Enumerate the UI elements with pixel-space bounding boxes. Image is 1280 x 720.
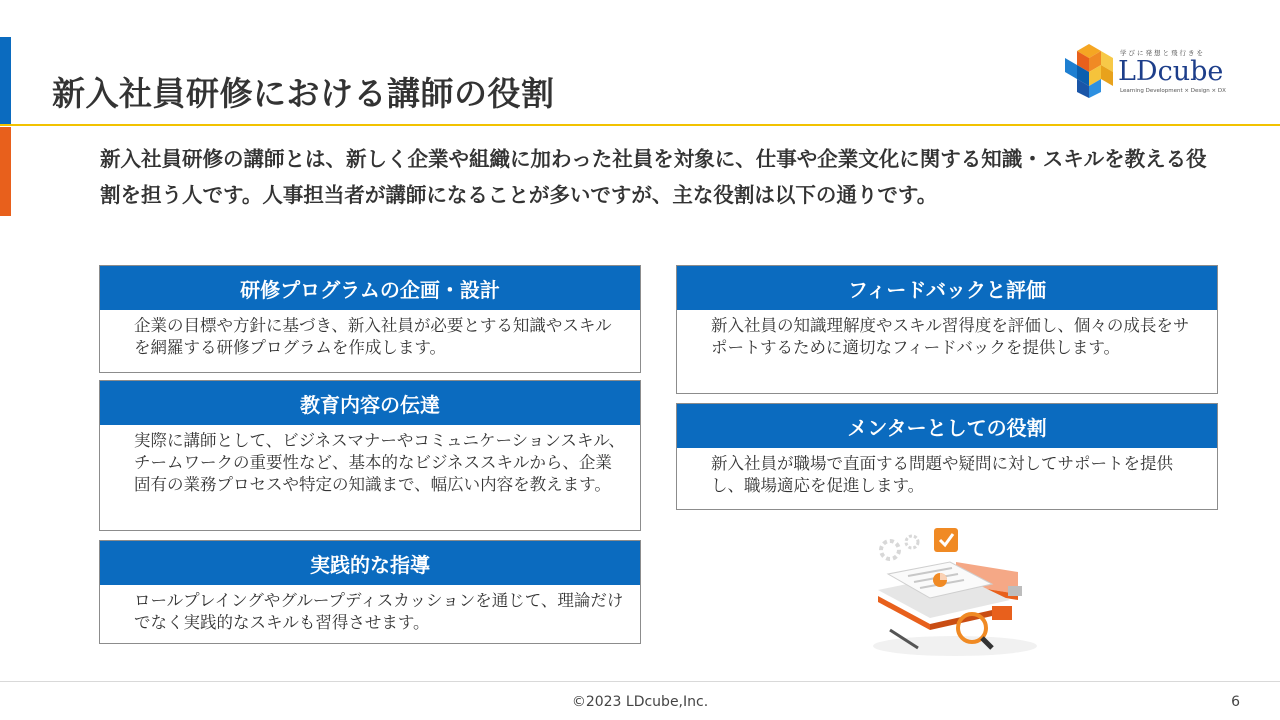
role-card-title: 教育内容の伝達 [100, 381, 640, 425]
role-card-body: 実際に講師として、ビジネスマナーやコミュニケーションスキル、チームワークの重要性など、基本的なビジネススキルから、企業固有の業務プロセスや特定の知識まで、幅広い内容を教えます。 [134, 431, 625, 494]
logo-tagline: 学びに発想と飛行きを [1120, 49, 1205, 57]
logo-name: LDcube [1118, 56, 1224, 87]
role-card-title: 研修プログラムの企画・設計 [100, 266, 640, 310]
role-card-body: 新入社員の知識理解度やスキル習得度を評価し、個々の成長をサポートするために適切なフィードバックを提供します。 [711, 316, 1190, 357]
copyright-text: ©2023 LDcube,Inc. [571, 694, 709, 710]
left-accent-bar-blue [0, 37, 11, 124]
role-card-practical-guidance [99, 540, 641, 644]
role-card-title: 実践的な指導 [100, 541, 640, 585]
role-card-title: メンターとしての役割 [677, 404, 1217, 448]
role-card-body: 企業の目標や方針に基づき、新入社員が必要とする知識やスキルを網羅する研修プログラムを作成します。 [134, 316, 612, 357]
role-card-body: 新入社員が職場で直面する問題や疑問に対してサポートを提供し、職場適応を促進します。 [711, 454, 1173, 495]
intro-text: 新入社員研修の講師とは、新しく企業や組織に加わった社員を対象に、仕事や企業文化に関する知識・スキルを教える役割を担う人です。人事担当者が講師になることが多いですが、主な役割は以下の通りです。 [100, 147, 1207, 207]
slide-title: 新入社員研修における講師の役割 [52, 74, 555, 113]
logo-subtitle: Learning Development × Design × DX [1120, 88, 1226, 94]
role-card-program-design [99, 265, 641, 373]
footer-divider [0, 681, 1280, 682]
ldcube-cube-logo-icon [1062, 42, 1116, 100]
page-number: 6 [1231, 694, 1240, 710]
left-accent-bar-orange [0, 127, 11, 216]
title-divider [0, 124, 1280, 126]
role-card-title: フィードバックと評価 [677, 266, 1217, 310]
role-card-feedback-evaluation [676, 265, 1218, 394]
ldcube-logo [1062, 42, 1232, 102]
role-card-mentor [676, 403, 1218, 510]
study-books-illustration-icon [860, 522, 1050, 660]
role-card-body: ロールプレイングやグループディスカッションを通じて、理論だけでなく実践的なスキルも習得させます。 [134, 591, 624, 632]
role-card-content-delivery [99, 380, 641, 531]
